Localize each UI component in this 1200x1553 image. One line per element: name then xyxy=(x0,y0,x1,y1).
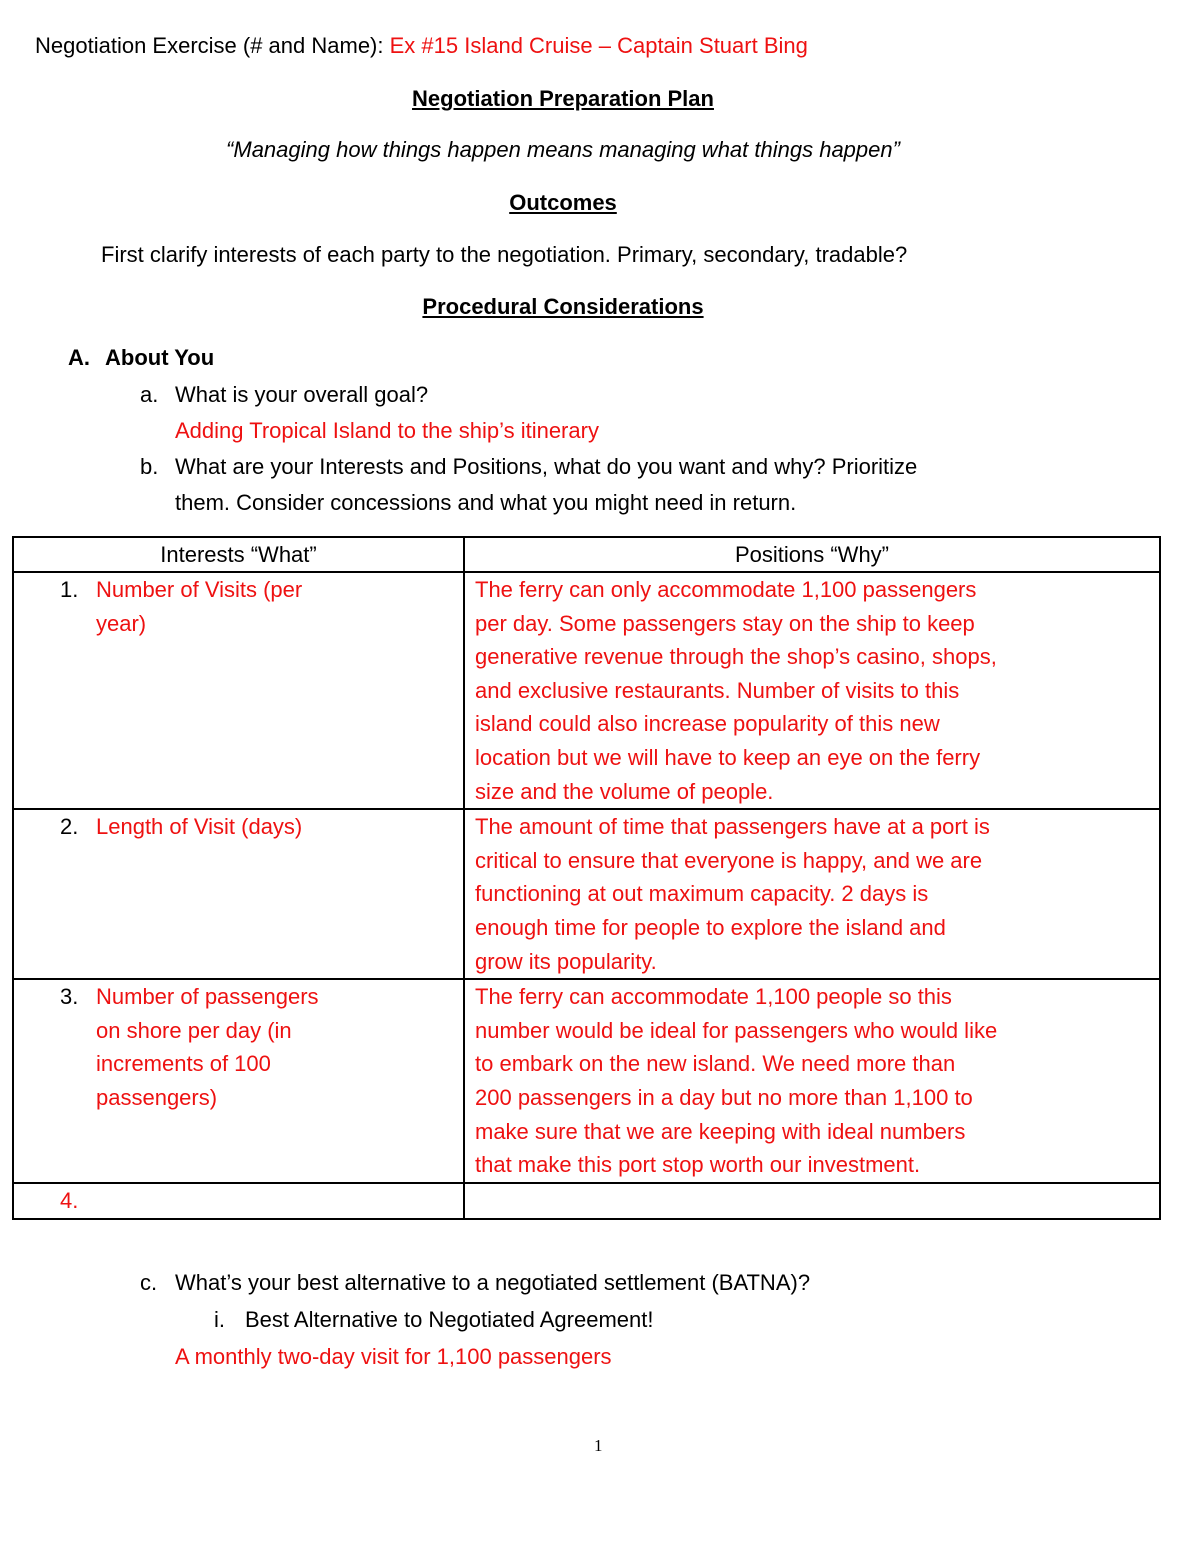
position-line: grow its popularity. xyxy=(475,948,657,974)
row-number: 1. xyxy=(60,577,79,602)
position-line: size and the volume of people. xyxy=(475,778,774,804)
question-b-marker: b. xyxy=(140,454,159,479)
position-line: enough time for people to explore the island and xyxy=(475,914,946,940)
position-line: 200 passengers in a day but no more than 1,100 to xyxy=(475,1084,973,1110)
outcomes-text: First clarify interests of each party to the negotiation. Primary, secondary, tradable? xyxy=(101,242,908,267)
question-b-line1: What are your Interests and Positions, what do you want and why? Prioritize xyxy=(175,454,918,479)
position-cell xyxy=(464,809,1160,979)
sub-i-text: Best Alternative to Negotiated Agreement! xyxy=(245,1307,654,1332)
interest-line: Length of Visit (days) xyxy=(96,814,303,840)
exercise-label: Negotiation Exercise (# and Name): xyxy=(35,33,384,58)
procedural-heading: Procedural Considerations xyxy=(422,294,704,319)
question-c-marker: c. xyxy=(140,1270,158,1295)
section-a-marker: A. xyxy=(68,345,90,370)
header-positions: Positions “Why” xyxy=(464,537,1160,572)
position-cell xyxy=(464,1183,1160,1219)
table-row xyxy=(13,809,1160,979)
position-line: number would be ideal for passengers who would like xyxy=(475,1017,998,1043)
batna-answer: A monthly two-day visit for 1,100 passengers xyxy=(175,1344,612,1369)
exercise-header xyxy=(35,29,808,63)
interest-cell xyxy=(13,809,464,979)
page-number: 1 xyxy=(594,1436,603,1455)
interest-line: on shore per day (in xyxy=(96,1017,292,1043)
section-a-title: About You xyxy=(105,345,215,370)
interest-cell xyxy=(13,1183,464,1219)
interest-line: Number of Visits (per xyxy=(96,577,303,602)
position-line: that make this port stop worth our investment. xyxy=(475,1152,921,1178)
position-line: critical to ensure that everyone is happy, and we are xyxy=(475,847,983,873)
exercise-name: Ex #15 Island Cruise – Captain Stuart Bing xyxy=(389,33,808,58)
sub-i-marker: i. xyxy=(214,1307,225,1332)
interest-cell xyxy=(13,572,464,809)
interest-cell xyxy=(13,979,464,1183)
row-number: 4. xyxy=(60,1187,79,1213)
table-row xyxy=(13,572,1160,809)
question-a: What is your overall goal? xyxy=(175,382,429,407)
position-line: and exclusive restaurants. Number of visits to this xyxy=(475,677,960,703)
quote: “Managing how things happen means managing what things happen” xyxy=(226,137,900,162)
position-line: The amount of time that passengers have at a port is xyxy=(475,814,990,840)
question-b-line2: them. Consider concessions and what you might need in return. xyxy=(175,490,797,515)
interests-positions-table xyxy=(12,536,1161,1220)
interest-line: passengers) xyxy=(96,1084,218,1110)
position-line: island could also increase popularity of this new xyxy=(475,711,940,737)
header-interests: Interests “What” xyxy=(13,537,464,572)
table-row xyxy=(13,979,1160,1183)
answer-a: Adding Tropical Island to the ship’s itinerary xyxy=(175,418,599,443)
interest-line: increments of 100 xyxy=(96,1051,271,1077)
position-line: location but we will have to keep an eye on the ferry xyxy=(475,744,981,770)
page-title: Negotiation Preparation Plan xyxy=(412,86,714,111)
interest-line: Number of passengers xyxy=(96,984,319,1010)
position-line: to embark on the new island. We need more than xyxy=(475,1051,956,1077)
position-cell xyxy=(464,979,1160,1183)
question-c: What’s your best alternative to a negotiated settlement (BATNA)? xyxy=(175,1270,811,1295)
position-line: per day. Some passengers stay on the ship to keep xyxy=(475,610,975,636)
position-line: The ferry can only accommodate 1,100 passengers xyxy=(475,577,977,602)
question-a-marker: a. xyxy=(140,382,159,407)
position-line: functioning at out maximum capacity. 2 days is xyxy=(475,881,929,907)
position-line: generative revenue through the shop’s casino, shops, xyxy=(475,644,997,670)
position-cell xyxy=(464,572,1160,809)
outcomes-heading: Outcomes xyxy=(509,190,617,215)
row-number: 2. xyxy=(60,814,79,840)
position-line: The ferry can accommodate 1,100 people so this xyxy=(475,984,952,1010)
table-row xyxy=(13,1183,1160,1219)
row-number: 3. xyxy=(60,984,79,1010)
interest-line: year) xyxy=(96,610,147,636)
table-header-row xyxy=(13,537,1160,572)
position-line: make sure that we are keeping with ideal numbers xyxy=(475,1118,966,1144)
